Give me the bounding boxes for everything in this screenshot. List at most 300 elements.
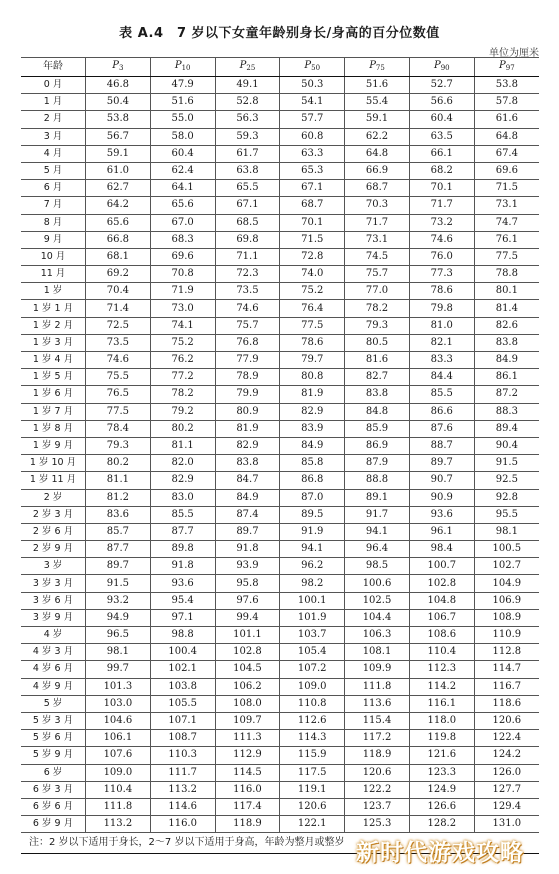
value-cell: 75.2 [150,334,215,351]
value-cell: 60.4 [409,111,474,128]
value-cell: 74.1 [150,317,215,334]
value-cell: 105.5 [150,695,215,712]
age-cell: 1 岁 2 月 [21,317,86,334]
table-row [21,77,539,94]
value-cell: 66.9 [345,162,410,179]
value-cell: 91.8 [215,541,280,558]
table-row [21,506,539,523]
value-cell: 72.3 [215,266,280,283]
value-cell: 95.4 [150,592,215,609]
table-row [21,386,539,403]
table-note: 注：2 岁以下适用于身长，2～7 岁以下适用于身高，年龄为整月或整岁 [21,832,539,854]
value-cell: 91.5 [86,575,151,592]
value-cell: 95.5 [474,506,539,523]
value-cell: 46.8 [86,77,151,94]
age-cell: 1 岁 4 月 [21,352,86,369]
age-cell: 3 岁 6 月 [21,592,86,609]
value-cell: 104.5 [215,661,280,678]
value-cell: 120.6 [280,798,345,815]
percentile-symbol: P [174,60,182,71]
table-row [21,403,539,420]
value-cell: 88.8 [345,472,410,489]
value-cell: 107.6 [86,747,151,764]
value-cell: 117.2 [345,730,410,747]
age-cell: 5 月 [21,162,86,179]
header-row [21,58,539,77]
value-cell: 83.6 [86,506,151,523]
value-cell: 77.5 [280,317,345,334]
value-cell: 93.6 [409,506,474,523]
value-cell: 81.9 [280,386,345,403]
age-cell: 0 月 [21,77,86,94]
value-cell: 76.8 [215,334,280,351]
value-cell: 116.0 [150,816,215,833]
value-cell: 114.6 [150,798,215,815]
age-cell: 2 岁 6 月 [21,523,86,540]
value-cell: 68.1 [86,248,151,265]
value-cell: 86.8 [280,472,345,489]
value-cell: 79.2 [150,403,215,420]
value-cell: 89.7 [215,523,280,540]
value-cell: 109.9 [345,661,410,678]
age-cell: 11 月 [21,266,86,283]
percentile-number: 75 [375,64,385,72]
percentile-number: 97 [505,64,515,72]
value-cell: 53.8 [474,77,539,94]
value-cell: 106.1 [86,730,151,747]
value-cell: 107.1 [150,712,215,729]
table-row [21,248,539,265]
value-cell: 131.0 [474,816,539,833]
value-cell: 71.5 [474,180,539,197]
age-cell: 3 岁 3 月 [21,575,86,592]
value-cell: 129.4 [474,798,539,815]
value-cell: 83.8 [215,455,280,472]
value-cell: 110.3 [150,747,215,764]
value-cell: 64.2 [86,197,151,214]
table-row [21,334,539,351]
value-cell: 58.0 [150,128,215,145]
value-cell: 91.7 [345,506,410,523]
value-cell: 57.8 [474,94,539,111]
value-cell: 69.8 [215,231,280,248]
age-cell: 1 岁 5 月 [21,369,86,386]
value-cell: 65.6 [150,197,215,214]
value-cell: 111.8 [345,678,410,695]
value-cell: 70.3 [345,197,410,214]
value-cell: 72.8 [280,248,345,265]
value-cell: 112.8 [474,644,539,661]
age-cell: 1 月 [21,94,86,111]
value-cell: 86.9 [345,437,410,454]
value-cell: 65.6 [86,214,151,231]
value-cell: 63.8 [215,162,280,179]
table-row [21,575,539,592]
value-cell: 102.8 [409,575,474,592]
value-cell: 100.1 [280,592,345,609]
value-cell: 55.4 [345,94,410,111]
value-cell: 116.0 [215,781,280,798]
table-row [21,661,539,678]
value-cell: 78.6 [409,283,474,300]
value-cell: 85.8 [280,455,345,472]
age-cell: 1 岁 6 月 [21,386,86,403]
value-cell: 71.7 [345,214,410,231]
percentile-symbol: P [433,60,441,71]
value-cell: 122.2 [345,781,410,798]
table-row [21,455,539,472]
value-cell: 65.3 [280,162,345,179]
value-cell: 91.5 [474,455,539,472]
value-cell: 84.8 [345,403,410,420]
value-cell: 114.2 [409,678,474,695]
age-cell: 4 月 [21,145,86,162]
value-cell: 111.3 [215,730,280,747]
value-cell: 62.4 [150,162,215,179]
table-row [21,609,539,626]
table-row [21,266,539,283]
value-cell: 115.9 [280,747,345,764]
value-cell: 122.1 [280,816,345,833]
age-cell: 3 岁 [21,558,86,575]
value-cell: 83.9 [280,420,345,437]
value-cell: 82.6 [474,317,539,334]
value-cell: 103.0 [86,695,151,712]
value-cell: 109.0 [86,764,151,781]
percentile-table [21,57,539,833]
percentile-number: 50 [311,64,321,72]
table-row [21,747,539,764]
value-cell: 67.0 [150,214,215,231]
value-cell: 59.1 [86,145,151,162]
value-cell: 73.0 [150,300,215,317]
value-cell: 120.6 [474,712,539,729]
value-cell: 77.5 [86,403,151,420]
value-cell: 77.0 [345,283,410,300]
value-cell: 60.8 [280,128,345,145]
value-cell: 106.7 [409,609,474,626]
value-cell: 80.8 [280,369,345,386]
value-cell: 100.5 [474,541,539,558]
value-cell: 104.6 [86,712,151,729]
table-row [21,283,539,300]
value-cell: 59.1 [345,111,410,128]
value-cell: 99.7 [86,661,151,678]
value-cell: 113.2 [86,816,151,833]
value-cell: 54.1 [280,94,345,111]
value-cell: 80.9 [215,403,280,420]
percentile-number: 90 [440,64,450,72]
value-cell: 98.5 [345,558,410,575]
value-cell: 80.1 [474,283,539,300]
value-cell: 53.8 [86,111,151,128]
table-row [21,781,539,798]
value-cell: 66.1 [409,145,474,162]
value-cell: 101.3 [86,678,151,695]
value-cell: 61.7 [215,145,280,162]
percentile-column-header [345,58,410,77]
value-cell: 102.7 [474,558,539,575]
value-cell: 96.2 [280,558,345,575]
value-cell: 89.4 [474,420,539,437]
value-cell: 98.4 [409,541,474,558]
value-cell: 80.2 [86,455,151,472]
value-cell: 61.0 [86,162,151,179]
value-cell: 109.0 [280,678,345,695]
value-cell: 124.2 [474,747,539,764]
value-cell: 108.1 [345,644,410,661]
value-cell: 103.8 [150,678,215,695]
age-cell: 1 岁 7 月 [21,403,86,420]
value-cell: 52.8 [215,94,280,111]
value-cell: 73.1 [345,231,410,248]
table-row [21,352,539,369]
value-cell: 92.5 [474,472,539,489]
age-cell: 2 岁 3 月 [21,506,86,523]
value-cell: 82.9 [280,403,345,420]
value-cell: 104.8 [409,592,474,609]
value-cell: 71.1 [215,248,280,265]
value-cell: 93.6 [150,575,215,592]
table-row [21,94,539,111]
value-cell: 89.7 [409,455,474,472]
value-cell: 113.6 [345,695,410,712]
value-cell: 70.8 [150,266,215,283]
value-cell: 69.2 [86,266,151,283]
age-cell: 4 岁 9 月 [21,678,86,695]
value-cell: 63.5 [409,128,474,145]
value-cell: 87.9 [345,455,410,472]
table-row [21,180,539,197]
value-cell: 81.9 [215,420,280,437]
value-cell: 74.6 [215,300,280,317]
value-cell: 108.6 [409,627,474,644]
value-cell: 79.3 [345,317,410,334]
value-cell: 78.2 [150,386,215,403]
value-cell: 89.7 [86,558,151,575]
value-cell: 111.8 [86,798,151,815]
value-cell: 80.2 [150,420,215,437]
value-cell: 126.6 [409,798,474,815]
value-cell: 71.9 [150,283,215,300]
value-cell: 84.7 [215,472,280,489]
value-cell: 98.1 [86,644,151,661]
value-cell: 112.6 [280,712,345,729]
value-cell: 108.7 [150,730,215,747]
percentile-symbol: P [499,60,506,71]
value-cell: 75.2 [280,283,345,300]
value-cell: 93.9 [215,558,280,575]
value-cell: 107.2 [280,661,345,678]
value-cell: 81.1 [86,472,151,489]
value-cell: 114.3 [280,730,345,747]
value-cell: 87.7 [86,541,151,558]
value-cell: 96.1 [409,523,474,540]
value-cell: 74.6 [86,352,151,369]
age-cell: 1 岁 9 月 [21,437,86,454]
value-cell: 51.6 [345,77,410,94]
value-cell: 105.4 [280,644,345,661]
value-cell: 125.3 [345,816,410,833]
age-cell: 6 岁 9 月 [21,816,86,833]
value-cell: 110.4 [409,644,474,661]
value-cell: 124.9 [409,781,474,798]
value-cell: 91.9 [280,523,345,540]
table-row [21,712,539,729]
value-cell: 100.6 [345,575,410,592]
value-cell: 110.8 [280,695,345,712]
age-cell: 4 岁 3 月 [21,644,86,661]
value-cell: 68.3 [150,231,215,248]
table-row [21,678,539,695]
table-row [21,627,539,644]
value-cell: 122.4 [474,730,539,747]
value-cell: 82.9 [150,472,215,489]
value-cell: 118.9 [345,747,410,764]
value-cell: 119.8 [409,730,474,747]
value-cell: 69.6 [150,248,215,265]
value-cell: 55.0 [150,111,215,128]
value-cell: 85.7 [86,523,151,540]
value-cell: 84.9 [474,352,539,369]
value-cell: 69.6 [474,162,539,179]
percentile-number: 10 [181,64,191,72]
value-cell: 83.8 [474,334,539,351]
value-cell: 90.7 [409,472,474,489]
percentile-symbol: P [239,60,247,71]
age-column-header: 年龄 [21,58,86,77]
table-row [21,214,539,231]
age-cell: 1 岁 11 月 [21,472,86,489]
age-cell: 1 岁 1 月 [21,300,86,317]
value-cell: 78.9 [215,369,280,386]
value-cell: 77.3 [409,266,474,283]
value-cell: 61.6 [474,111,539,128]
value-cell: 85.9 [345,420,410,437]
value-cell: 97.1 [150,609,215,626]
value-cell: 78.2 [345,300,410,317]
value-cell: 118.9 [215,816,280,833]
value-cell: 82.0 [150,455,215,472]
age-cell: 5 岁 3 月 [21,712,86,729]
value-cell: 52.7 [409,77,474,94]
value-cell: 73.2 [409,214,474,231]
table-row [21,523,539,540]
value-cell: 59.3 [215,128,280,145]
value-cell: 76.0 [409,248,474,265]
value-cell: 94.1 [345,523,410,540]
age-cell: 3 岁 9 月 [21,609,86,626]
table-row [21,437,539,454]
value-cell: 90.9 [409,489,474,506]
value-cell: 103.7 [280,627,345,644]
value-cell: 86.1 [474,369,539,386]
percentile-column-header [280,58,345,77]
value-cell: 96.4 [345,541,410,558]
value-cell: 115.4 [345,712,410,729]
value-cell: 116.1 [409,695,474,712]
value-cell: 82.1 [409,334,474,351]
value-cell: 71.4 [86,300,151,317]
table-row [21,730,539,747]
value-cell: 120.6 [345,764,410,781]
age-cell: 1 岁 3 月 [21,334,86,351]
value-cell: 82.7 [345,369,410,386]
value-cell: 67.1 [280,180,345,197]
value-cell: 80.5 [345,334,410,351]
value-cell: 88.3 [474,403,539,420]
table-row [21,592,539,609]
table-row [21,472,539,489]
age-cell: 8 月 [21,214,86,231]
value-cell: 91.8 [150,558,215,575]
value-cell: 110.4 [86,781,151,798]
age-cell: 5 岁 9 月 [21,747,86,764]
value-cell: 81.6 [345,352,410,369]
unit-label: 单位为厘米 [489,48,539,59]
percentile-column-header [150,58,215,77]
table-row [21,541,539,558]
value-cell: 117.5 [280,764,345,781]
value-cell: 86.6 [409,403,474,420]
value-cell: 81.0 [409,317,474,334]
value-cell: 102.1 [150,661,215,678]
value-cell: 56.6 [409,94,474,111]
value-cell: 84.9 [215,489,280,506]
value-cell: 76.2 [150,352,215,369]
value-cell: 111.7 [150,764,215,781]
table-row [21,798,539,815]
value-cell: 118.6 [474,695,539,712]
value-cell: 83.3 [409,352,474,369]
value-cell: 70.1 [409,180,474,197]
value-cell: 96.5 [86,627,151,644]
value-cell: 93.2 [86,592,151,609]
percentile-column-header [409,58,474,77]
table-row [21,231,539,248]
percentile-symbol: P [304,60,312,71]
value-cell: 116.7 [474,678,539,695]
value-cell: 104.9 [474,575,539,592]
value-cell: 62.2 [345,128,410,145]
value-cell: 62.7 [86,180,151,197]
value-cell: 78.8 [474,266,539,283]
value-cell: 50.4 [86,94,151,111]
value-cell: 114.7 [474,661,539,678]
value-cell: 70.4 [86,283,151,300]
age-cell: 2 月 [21,111,86,128]
percentile-number: 25 [246,64,256,72]
value-cell: 64.8 [474,128,539,145]
value-cell: 84.4 [409,369,474,386]
value-cell: 74.0 [280,266,345,283]
value-cell: 89.8 [150,541,215,558]
value-cell: 99.4 [215,609,280,626]
value-cell: 106.3 [345,627,410,644]
value-cell: 123.3 [409,764,474,781]
table-header [21,58,539,77]
value-cell: 114.5 [215,764,280,781]
value-cell: 68.5 [215,214,280,231]
value-cell: 82.9 [215,437,280,454]
value-cell: 79.8 [409,300,474,317]
value-cell: 56.3 [215,111,280,128]
age-cell: 4 岁 6 月 [21,661,86,678]
percentile-symbol: P [369,60,376,71]
age-cell: 6 岁 6 月 [21,798,86,815]
age-cell: 3 月 [21,128,86,145]
table-title: 表 A.4 7 岁以下女童年龄别身长/身高的百分位数值 [119,26,440,41]
